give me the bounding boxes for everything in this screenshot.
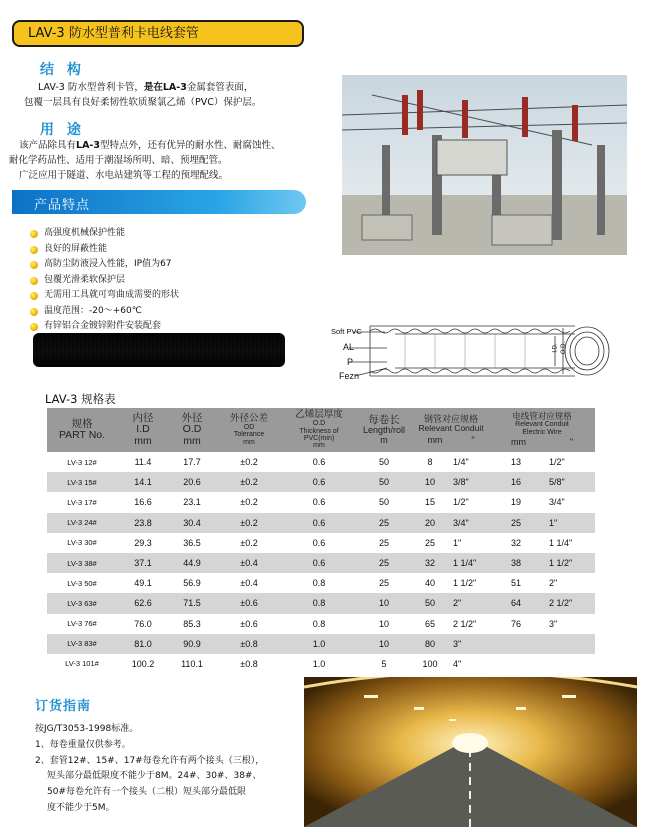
structure-line1-bold: 是在LA-3	[143, 82, 187, 93]
cell-od: 71.5	[169, 593, 215, 613]
cell-part: LV-3 12#	[67, 457, 97, 467]
cell-od: 20.6	[169, 472, 215, 492]
spec-header-row	[47, 408, 595, 452]
header-tolerance	[215, 408, 283, 452]
structure-line2: 包覆一层具有良好柔韧性软质聚氯乙烯（PVC）保护层。	[24, 97, 262, 108]
usage-heading: 用 途	[40, 122, 85, 138]
label-p: P	[347, 357, 354, 367]
cell-pvc: 1.0	[312, 658, 326, 669]
feature-item: 高强度机械保护性能	[30, 226, 179, 242]
cell-pvc: 0.6	[283, 513, 355, 533]
cell-od: 30.4	[169, 513, 215, 533]
table-row	[47, 654, 595, 674]
cell-part: LV-3 24#	[47, 513, 117, 533]
cell-tol: ±0.2	[215, 472, 283, 492]
label-soft-pvc: Soft PVC	[331, 327, 362, 336]
cell-wire-inch: 5/8"	[543, 472, 595, 492]
cell-cond-mm: 65	[424, 618, 435, 629]
table-row	[47, 553, 595, 573]
cell-tol: ±0.2	[240, 537, 258, 548]
cell-id: 11.4	[134, 457, 152, 468]
header-wire-en2: Electric Wire	[522, 428, 562, 436]
cell-wire-inch: 3"	[549, 618, 558, 629]
cell-od: 17.7	[183, 457, 201, 468]
cell-cond-inch: 2"	[447, 593, 489, 613]
features-banner	[12, 190, 306, 214]
cell-cond-inch: 2 1/2"	[453, 618, 477, 629]
table-row	[47, 573, 595, 593]
cell-len: 10	[355, 634, 413, 654]
order-line: 按JG/T3053-1998标准。	[35, 724, 139, 734]
feature-item: 有锌铝合金镀锌附件安装配套	[30, 319, 179, 335]
cell-id: 23.8	[117, 513, 169, 533]
cell-len: 50	[378, 457, 389, 468]
cell-cond-inch: 3/4"	[447, 513, 489, 533]
cell-len: 10	[378, 618, 389, 629]
cell-tol: ±0.6	[240, 618, 258, 629]
cell-tol: ±0.8	[240, 658, 258, 669]
header-wire-unit: mm	[510, 437, 526, 448]
usage-line1-bold: LA-3	[76, 140, 100, 151]
cell-pvc: 0.8	[312, 578, 326, 589]
cell-id: 16.6	[134, 497, 152, 508]
cell-wire-inch: 2"	[549, 578, 558, 589]
cell-id: 49.1	[134, 578, 152, 589]
cell-cond-mm: 15	[424, 497, 435, 508]
cell-wire-mm: 51	[510, 578, 521, 589]
header-pvc-en2: Thickness of	[299, 427, 339, 435]
cell-id: 76.0	[134, 618, 152, 629]
cell-od: 85.3	[183, 618, 201, 629]
order-line: 50#每卷允许有一个接头（二根）短头部分最低限	[47, 787, 246, 798]
cell-cond-inch: 1"	[453, 537, 462, 548]
cell-id: 29.3	[134, 537, 152, 548]
cell-wire-mm	[489, 654, 543, 674]
header-id	[117, 408, 169, 452]
label-al: AL	[343, 342, 355, 352]
header-cond-inch: "	[471, 434, 475, 445]
cell-od: 36.5	[183, 537, 201, 548]
structure-line1-suffix: 金属套管表面，	[186, 82, 254, 93]
structure-text	[24, 80, 261, 110]
cell-wire-mm: 38	[489, 553, 543, 573]
header-length	[355, 408, 413, 452]
header-len-unit: m	[380, 434, 388, 445]
table-row	[47, 593, 595, 613]
cell-wire-mm: 76	[510, 618, 521, 629]
cell-part: LV-3 17#	[67, 497, 97, 507]
cell-tol: ±0.2	[240, 457, 258, 468]
cell-wire-inch: 1 1/4"	[549, 537, 573, 548]
cell-wire-mm: 16	[489, 472, 543, 492]
cell-cond-mm: 100	[422, 658, 438, 669]
cell-len: 25	[378, 578, 389, 589]
table-row	[47, 513, 595, 533]
cell-tol: ±0.8	[215, 634, 283, 654]
header-id-en: I.D	[136, 423, 150, 436]
header-tol-unit: mm	[243, 438, 255, 446]
cell-od: 110.1	[181, 658, 203, 669]
cell-tol: ±0.4	[240, 578, 258, 589]
cell-cond-mm: 80	[413, 634, 447, 654]
cell-wire-mm	[489, 634, 543, 654]
spec-table	[47, 408, 595, 674]
table-row	[47, 533, 595, 553]
cell-wire-mm: 32	[510, 537, 521, 548]
cell-pvc: 0.6	[312, 497, 326, 508]
header-pvc-en1: O.D	[312, 420, 326, 428]
cell-cond-mm: 8	[427, 457, 433, 468]
header-wire-cn: 电线管对应规格	[512, 411, 572, 422]
tunnel-photo	[304, 677, 637, 827]
cell-cond-inch: 1/4"	[453, 457, 469, 468]
cell-tol: ±0.2	[215, 513, 283, 533]
table-row	[47, 492, 595, 512]
order-line: 短头部分最低限度不能少于8M。24#、30#、38#、	[47, 771, 262, 782]
cell-tol: ±0.6	[215, 593, 283, 613]
header-od-cn: 外径	[181, 412, 203, 425]
cell-cond-mm: 25	[424, 537, 435, 548]
header-id-unit: mm	[134, 434, 152, 447]
cell-len: 50	[355, 472, 413, 492]
cell-id: 100.2	[131, 658, 155, 669]
header-wire-inch: "	[569, 437, 574, 448]
cell-part: LV-3 15#	[47, 472, 117, 492]
header-part-cn: 规格	[71, 417, 93, 430]
cell-id: 62.6	[117, 593, 169, 613]
cell-od: 44.9	[169, 553, 215, 573]
order-heading: 订货指南	[35, 699, 92, 714]
label-fezn: Fezn	[339, 371, 360, 381]
header-pvc-en3: PVC(min)	[303, 434, 335, 442]
cell-pvc: 0.6	[312, 457, 326, 468]
conduit-hose-image	[33, 333, 285, 367]
label-id: I.D.	[552, 343, 559, 353]
usage-text	[9, 138, 281, 183]
header-od-en: O.D	[182, 423, 202, 436]
feature-item: 良好的屏蔽性能	[30, 242, 179, 258]
cell-wire-inch: 2 1/2"	[543, 593, 595, 613]
feature-item: 包覆光滑柔软保护层	[30, 273, 179, 289]
header-cond-cn: 钢管对应规格	[423, 413, 478, 424]
spec-table-title: LAV-3 规格表	[45, 392, 116, 406]
cell-id: 37.1	[117, 553, 169, 573]
substation-photo	[342, 75, 627, 255]
cell-cond-inch: 3/8"	[447, 472, 489, 492]
header-tol-en1: OD	[243, 423, 255, 431]
cross-section-diagram	[325, 318, 630, 384]
header-pvc-cn: 乙烯层厚度	[295, 409, 343, 421]
cell-cond-inch: 4"	[453, 658, 462, 669]
page-title: LAV-3 防水型普利卡电线套管	[12, 20, 304, 47]
structure-heading: 结 构	[40, 62, 85, 78]
cell-len: 25	[355, 553, 413, 573]
cell-wire-mm: 25	[489, 513, 543, 533]
features-list	[30, 226, 179, 335]
cell-pvc: 0.8	[312, 618, 326, 629]
order-text	[35, 722, 297, 817]
order-line: 2、套管12#、15#、17#每卷允许有两个接头（三根），	[35, 755, 265, 766]
header-od-unit: mm	[183, 434, 201, 447]
cell-wire-mm: 64	[489, 593, 543, 613]
header-len-cn: 每卷长	[368, 414, 400, 427]
features-heading: 产品特点	[34, 198, 91, 213]
cell-od: 56.9	[183, 578, 201, 589]
cell-part: LV-3 30#	[67, 538, 97, 548]
cell-len: 5	[381, 658, 387, 669]
order-line: 1、每卷重量仅供参考。	[35, 739, 131, 750]
cell-cond-mm: 50	[413, 593, 447, 613]
cell-part: LV-3 101#	[65, 659, 99, 669]
cell-od: 23.1	[183, 497, 201, 508]
header-tol-cn: 外径公差	[229, 413, 268, 424]
label-od: O.D.	[561, 341, 568, 355]
cell-cond-inch: 1 1/4"	[447, 553, 489, 573]
table-row	[47, 472, 595, 492]
usage-line1-suffix: 型特点外，还有优异的耐水性、耐腐蚀性、	[99, 140, 281, 151]
cell-len: 25	[355, 513, 413, 533]
cell-part: LV-3 83#	[47, 634, 117, 654]
cell-len: 25	[378, 537, 389, 548]
cell-cond-inch: 1/2"	[453, 497, 469, 508]
cell-wire-inch: 1/2"	[549, 457, 565, 468]
table-row	[47, 452, 595, 472]
cell-wire-inch	[543, 654, 595, 674]
cell-wire-mm: 13	[510, 457, 521, 468]
cell-wire-inch: 1"	[543, 513, 595, 533]
header-pvc-thickness	[283, 408, 355, 452]
cell-tol: ±0.2	[240, 497, 258, 508]
usage-line3: 广泛应用于隧道、水电站建筑等工程的预埋配线。	[19, 170, 229, 181]
header-od	[169, 408, 215, 452]
usage-line2: 耐化学药品性、适用于潮湿场所明、暗、预埋配管。	[9, 155, 228, 166]
header-part-en: PART No.	[58, 429, 106, 441]
cell-id: 81.0	[117, 634, 169, 654]
cell-id: 14.1	[117, 472, 169, 492]
feature-item: 无需用工具就可弯曲成需要的形状	[30, 288, 179, 304]
cell-cond-mm: 40	[424, 578, 435, 589]
cell-pvc: 1.0	[283, 634, 355, 654]
cell-cond-inch: 3"	[447, 634, 489, 654]
cell-cond-inch: 1 1/2"	[453, 578, 477, 589]
cell-part: LV-3 76#	[67, 619, 97, 629]
table-row	[47, 634, 595, 654]
cell-tol: ±0.4	[215, 553, 283, 573]
cell-cond-mm: 10	[413, 472, 447, 492]
header-wire-en1: Relevant Conduit	[515, 421, 569, 429]
cell-len: 50	[378, 497, 389, 508]
cell-part: LV-3 50#	[67, 578, 97, 588]
header-part	[47, 408, 117, 452]
feature-item: 温度范围：-20～+60℃	[30, 304, 179, 320]
order-line: 度不能少于5M。	[47, 802, 115, 813]
cell-cond-mm: 20	[413, 513, 447, 533]
cell-cond-mm: 32	[413, 553, 447, 573]
cell-part: LV-3 63#	[47, 593, 117, 613]
header-wire	[489, 408, 595, 452]
structure-line1-prefix: LAV-3 防水型普利卡管，	[38, 82, 144, 93]
cell-part: LV-3 38#	[47, 553, 117, 573]
cell-pvc: 0.6	[283, 472, 355, 492]
cell-wire-inch: 3/4"	[549, 497, 565, 508]
cell-wire-mm: 19	[510, 497, 521, 508]
cell-pvc: 0.6	[312, 537, 326, 548]
cell-pvc: 0.6	[283, 553, 355, 573]
header-tol-en2: Tolerance	[233, 431, 265, 439]
header-len-en: Length/roll	[362, 425, 406, 436]
header-pvc-unit: mm	[313, 442, 325, 450]
cell-wire-inch	[543, 634, 595, 654]
usage-line1-prefix: 该产品除具有	[19, 140, 77, 151]
table-row	[47, 614, 595, 634]
feature-item: 高防尘防液浸入性能，IP值为67	[30, 257, 179, 273]
cell-pvc: 0.8	[283, 593, 355, 613]
header-cond-en: Relevant Conduit	[418, 423, 484, 434]
header-id-cn: 内径	[132, 412, 154, 425]
header-conduit	[413, 408, 489, 452]
cell-wire-inch: 1 1/2"	[543, 553, 595, 573]
header-cond-unit: mm	[427, 434, 443, 445]
cell-od: 90.9	[169, 634, 215, 654]
cell-len: 10	[355, 593, 413, 613]
